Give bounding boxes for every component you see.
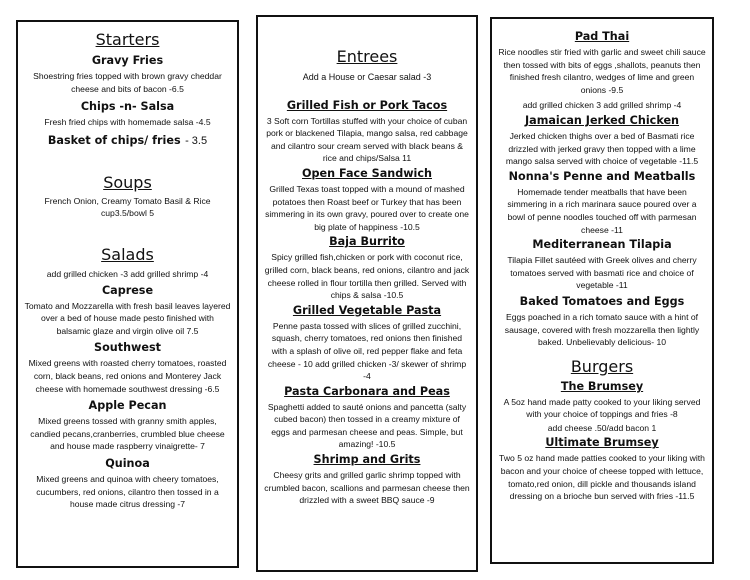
burgers-section <box>498 357 706 503</box>
desc-caprese: Tomato and Mozzarella with fresh basil leaves layered over a bed of house made pesto finished with balsamic glaze and virgin olive oil 7.5 <box>24 300 231 336</box>
desc-baked-tomatoes-eggs: Eggs poached in a rich tomato sauce with a hint of sausage, covered with fresh mozzarella then lightly baked. Unbelievably delicious- 10 <box>504 311 700 348</box>
desc-apple-pecan: Mixed greens tossed with granny smith apples, candied pecans,cranberries, crumbled blue cheese and house made raspberry vinaigrette- 7 <box>30 416 225 452</box>
soups-section <box>24 173 231 220</box>
item-southwest: Southwest <box>94 341 161 355</box>
item-caprese: Caprese <box>101 283 154 297</box>
item-the-brumsey: The Brumsey <box>560 379 644 393</box>
item-baja-burrito: Baja Burrito <box>329 235 405 249</box>
desc-gravy-fries: Shoestring fries topped with brown gravy cheddar cheese and bits of bacon -6.5 <box>33 71 222 94</box>
desc-open-face-sandwich: Grilled Texas toast topped with a mound of mashed potatoes then Roast beef or Turkey that has been simmering in its own gravy, poured over to create one big plate of happiness -10.5 <box>265 183 469 232</box>
desc-vegetable-pasta: Penne pasta tossed with slices of grilled zucchini, squash, cherry tomatoes, red onions then finished with a splash of olive oil, red pepper flake and feta cheese - 10 add grilled chicken -3/ skewer of shrimp -4 <box>267 320 467 382</box>
item-jerk-chicken: Jamaican Jerked Chicken <box>524 113 680 127</box>
item-shrimp-grits: Shrimp and Grits <box>313 453 421 467</box>
starters-section <box>24 30 231 149</box>
entrees-section <box>264 47 470 507</box>
desc-pasta-carbonara: Spaghetti added to sauté onions and pancetta (salty cubed bacon) then tossed in a creamy mixture of eggs and parmesan cheese and peas. Simple, but amazing! -10.5 <box>267 401 467 450</box>
item-pasta-carbonara: Pasta Carbonara and Peas <box>284 384 450 398</box>
desc-pad-thai: Rice noodles stir fried with garlic and sweet chili sauce then tossed with bits of eggs ,shallots, peanuts then finished fresh cilantro, wedges of lime and green onions -9.5 <box>498 47 706 95</box>
menu-panel-middle <box>256 15 478 572</box>
desc-tacos: 3 Soft corn Tortillas stuffed with your choice of cuban pork or blackened Tilapia, mango salsa, red cabbage and cilantro sour cream served with black beans & rice and chips/Salsa 11 <box>266 115 468 164</box>
section-title-salads: Salads <box>101 244 154 264</box>
brumsey-addon: add cheese .50/add bacon 1 <box>547 422 657 433</box>
price-basket: - 3.5 <box>185 134 208 147</box>
desc-penne-meatballs: Homemade tender meatballs that have been simmering in a rich marinara sauce poured over a bowl of penne noodles touched off with parmesan cheese -11 <box>507 186 697 235</box>
item-apple-pecan: Apple Pecan <box>88 399 167 413</box>
desc-soups: French Onion, Creamy Tomato Basil & Rice cup3.5/bowl 5 <box>44 195 211 219</box>
desc-shrimp-grits: Cheesy grits and grilled garlic shrimp topped with crumbled bacon, scallions and parmesan cheese then drizzled with a sweet BBQ sauce -9 <box>264 470 470 506</box>
item-chips-salsa: Chips -n- Salsa <box>80 100 175 114</box>
item-basket-row <box>24 131 231 149</box>
salads-addon: add grilled chicken -3 add grilled shrimp -4 <box>46 268 209 279</box>
item-pad-thai: Pad Thai <box>574 30 630 43</box>
item-quinoa: Quinoa <box>105 456 150 470</box>
item-penne-meatballs: Nonna's Penne and Meatballs <box>508 169 696 183</box>
pad-thai-addon: add grilled chicken 3 add grilled shrimp -4 <box>522 100 682 111</box>
item-basket: Basket of chips/ fries <box>47 133 181 147</box>
section-title-starters: Starters <box>95 30 160 49</box>
entrees-intro: Add a House or Caesar salad -3 <box>302 72 432 82</box>
desc-quinoa: Mixed greens and quinoa with cheery tomatoes, cucumbers, red onions, cilantro then tossed in a house made citrus dressing -7 <box>36 473 219 510</box>
desc-the-brumsey: A 5oz hand made patty cooked to your liking served with your choice of toppings and fries -8 <box>503 396 701 420</box>
section-title-soups: Soups <box>103 172 152 192</box>
desc-mediterranean-tilapia: Tilapia Fillet sautéed with Greek olives and cherry tomatoes served with basmati rice and choice of vegetable -11 <box>507 255 697 291</box>
item-mediterranean-tilapia: Mediterranean Tilapia <box>532 238 672 252</box>
desc-jerk-chicken: Jerked chicken thighs over a bed of Basmati rice drizzled with jerked gravy then topped with a lime mango salsa served with choice of vegetable -11.5 <box>505 130 699 167</box>
item-baked-tomatoes-eggs: Baked Tomatoes and Eggs <box>519 294 685 308</box>
item-gravy-fries: Gravy Fries <box>91 54 164 67</box>
section-title-burgers: Burgers <box>570 356 634 376</box>
desc-baja-burrito: Spicy grilled fish,chicken or pork with coconut rice, grilled corn, black beans, red onions, cilantro and jack cheese rolled in flour tortilla then grilled. Served with chips & salsa -10.5 <box>264 252 470 301</box>
item-open-face-sandwich: Open Face Sandwich <box>302 166 432 180</box>
section-title-entrees: Entrees <box>336 47 398 66</box>
item-tacos: Grilled Fish or Pork Tacos <box>286 98 448 112</box>
item-vegetable-pasta: Grilled Vegetable Pasta <box>292 303 442 317</box>
menu-panel-right <box>490 17 714 564</box>
desc-ultimate-brumsey: Two 5 oz hand made patties cooked to your liking with bacon and your choice of cheese topped with lettuce, tomato,red onion, dill pickle and thousands island dressing on a brioche bun served with fries -11.5 <box>499 453 705 502</box>
salads-section <box>24 245 231 511</box>
item-ultimate-brumsey: Ultimate Brumsey <box>545 436 659 450</box>
desc-chips-salsa: Fresh fried chips with homemade salsa -4.5 <box>44 117 211 128</box>
menu-panel-left <box>16 20 239 568</box>
desc-southwest: Mixed greens with roasted cherry tomatoes, roasted corn, black beans, red onions and Monterey Jack cheese with homemade southwest dressing -6.5 <box>28 358 227 394</box>
